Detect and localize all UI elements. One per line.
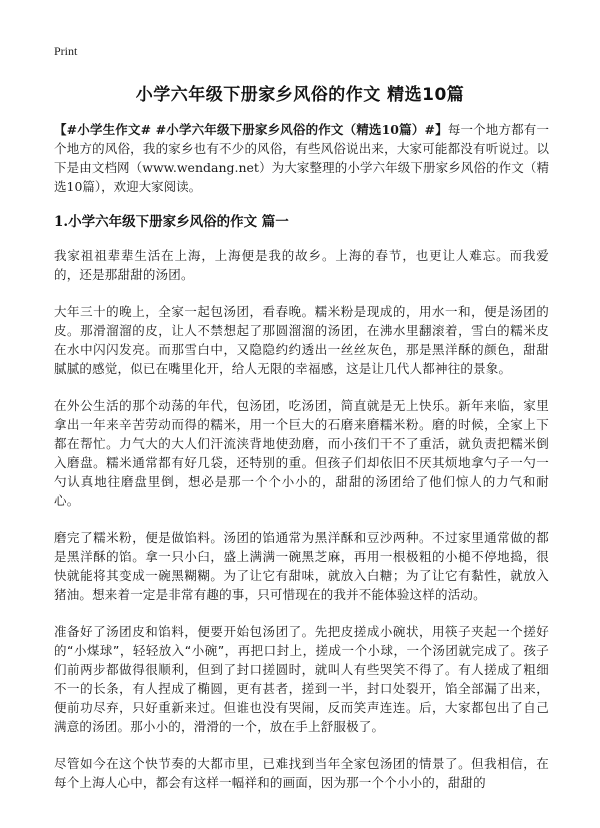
intro-paragraph: [54, 120, 549, 196]
paragraph: 大年三十的晚上，全家一起包汤团，看春晚。糯米粉是现成的，用水一和，便是汤团的皮。那滑溜溜的皮，让人不禁想起了那圆溜溜的汤团，在沸水里翻滚着，雪白的糯米皮在水中闪闪发亮。而那雪白中，又隐隐约约透出一丝丝灰色，那是黑洋酥的颜色，甜甜腻腻的感觉，似已在嘴里化开，给人无限的幸福感，这是让几代人都神往的景象。: [54, 304, 549, 376]
paragraph: 我家祖祖辈辈生活在上海，上海便是我的故乡。上海的春节，也更让人难忘。而我爱的，还是那甜甜的汤团。: [54, 248, 549, 282]
intro-tag: 【#小学生作文# #小学六年级下册家乡风俗的作文（精选10篇）#】: [54, 122, 448, 137]
paragraph: 尽管如今在这个快节奏的大都市里，已难找到当年全家包汤团的情景了。但我相信，在每个上海人心中，都会有这样一幅祥和的画面，因为那一个个小小的，甜甜的: [54, 756, 549, 790]
paragraph: 在外公生活的那个动荡的年代，包汤团，吃汤团，简直就是无上快乐。新年来临，家里拿出一年来辛苦劳动而得的糯米，用一个巨大的石磨来磨糯米粉。磨的时候，全家上下都在帮忙。力气大的大人们汗流浃背地使劲磨，而小孩们干不了重活，就负责把糯米倒入磨盘。糯米通常都有好几袋，还特别的重。但孩子们却依旧不厌其烦地拿勺子一勺一勺认真地往磨盘里倒，想必是那一个个小小的，甜甜的汤团给了他们惊人的力气和耐心。: [54, 398, 549, 508]
print-label: Print: [54, 44, 78, 58]
intro-text: 每一个地方都有一个地方的风俗，我的家乡也有不少的风俗，有些风俗说出来，大家可能都没有听说过。以下是由文档网（www.wendang.net）为大家整理的小学六年级下册家乡风俗的作文（精选10篇），欢迎大家阅读。: [54, 122, 549, 194]
section-heading: 1.小学六年级下册家乡风俗的作文 篇一: [54, 214, 289, 230]
paragraph: 准备好了汤团皮和馅料，便要开始包汤团了。先把皮搓成小碗状，用筷子夹起一个搓好的“小煤球”，轻轻放入“小碗”，再把口封上，搓成一个小球，一个汤团就完成了。孩子们前两步都做得很顺利，但到了封口搓圆时，就叫人有些哭笑不得了。有人搓成了粗细不一的长条，有人捏成了椭圆，更有甚者，搓到一半，封口处裂开，馅全部漏了出来，便前功尽弃，只好重新来过。但谁也没有哭闹，反而笑声连连。后，大家都包出了自己满意的汤团。那小小的，滑滑的一个，放在手上舒服极了。: [54, 624, 549, 734]
document-title: 小学六年级下册家乡风俗的作文 精选10篇: [135, 85, 465, 105]
document-body: [54, 120, 549, 810]
paragraph: 磨完了糯米粉，便是做馅料。汤团的馅通常为黑洋酥和豆沙两种。不过家里通常做的都是黑洋酥的馅。拿一只小臼，盛上满满一碗黑芝麻，再用一根极粗的小槌不停地捣，很快就能将其变成一碗黑糊糊。为了让它有甜味，就放入白糖；为了让它有黏性，就放入猪油。想来着一定是非常有趣的事，只可惜现在的我并不能体验这样的活动。: [54, 530, 549, 602]
